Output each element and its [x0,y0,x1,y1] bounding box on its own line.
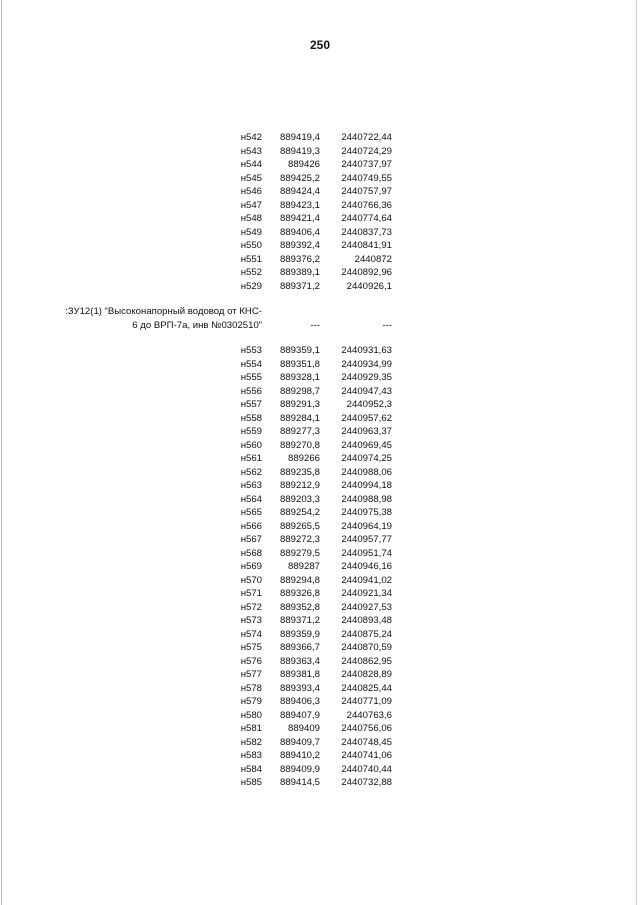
table-row [0,212,640,226]
x-coordinate: 889298,7 [279,385,320,397]
y-coordinate: 2440757,97 [341,186,392,197]
y-coordinate: 2440963,37 [341,426,392,437]
point-id: н574 [240,628,262,640]
y-coordinate: 2440994,18 [341,480,392,491]
x-coordinate: 889351,8 [279,358,320,370]
x-coordinate: 889419,3 [279,145,320,157]
x-coordinate: 889277,3 [279,426,320,437]
x-coordinate: 889203,3 [279,493,320,505]
table-row [0,547,640,561]
section-y-placeholder: --- [382,319,392,331]
table-row [0,506,640,520]
table-row [0,682,640,696]
point-id: н565 [240,507,262,518]
y-coordinate: 2440946,16 [341,561,392,572]
y-coordinate: 2440756,06 [341,723,392,734]
table-row [0,628,640,642]
x-coordinate: 889392,4 [279,240,320,251]
y-coordinate: 2440875,24 [341,628,392,640]
y-coordinate: 2440749,55 [341,172,392,184]
table-row [0,280,640,294]
table-row [0,226,640,240]
y-coordinate: 2440892,96 [341,267,392,278]
x-coordinate: 889366,7 [279,642,320,653]
x-coordinate: 889235,8 [279,466,320,478]
x-coordinate: 889406,3 [279,696,320,707]
point-id: н585 [240,777,262,788]
x-coordinate: 889424,4 [279,186,320,197]
y-coordinate: 2440957,62 [341,412,392,424]
table-row [0,253,640,267]
x-coordinate: 889426 [287,159,320,170]
table-row [0,185,640,199]
x-coordinate: 889414,5 [279,777,320,788]
y-coordinate: 2440929,35 [341,372,392,383]
x-coordinate: 889419,4 [279,132,320,143]
point-id: н545 [240,172,262,184]
x-coordinate: 889270,8 [279,439,320,451]
y-coordinate: 2440934,99 [341,358,392,370]
y-coordinate: 2440771,09 [341,696,392,707]
y-coordinate: 2440741,06 [341,750,392,761]
point-id: н553 [240,345,262,356]
point-id: н549 [240,226,262,238]
y-coordinate: 2440837,73 [341,226,392,238]
x-coordinate: 889326,8 [279,588,320,599]
point-id: н578 [240,682,262,694]
table-row [0,158,640,172]
y-coordinate: 2440957,77 [341,534,392,545]
table-row [0,439,640,453]
x-coordinate: 889359,1 [279,345,320,356]
x-coordinate: 889359,9 [279,628,320,640]
x-coordinate: 889381,8 [279,669,320,680]
table-row [0,560,640,574]
point-id: н579 [240,696,262,707]
point-id: н557 [240,399,262,410]
x-coordinate: 889409 [287,723,320,734]
point-id: н548 [240,213,262,224]
table-row [0,479,640,493]
y-coordinate: 2440737,97 [341,159,392,170]
point-id: н559 [240,426,262,437]
y-coordinate: 2440763,6 [346,709,392,721]
y-coordinate: 2440969,45 [341,439,392,451]
point-id: н554 [240,358,262,370]
x-coordinate: 889376,2 [279,253,320,265]
x-coordinate: 889294,8 [279,574,320,586]
x-coordinate: 889409,7 [279,736,320,748]
y-coordinate: 2440724,29 [341,145,392,157]
point-id: н542 [240,132,262,143]
table-row [0,239,640,253]
point-id: н555 [240,372,262,383]
table-row [0,587,640,601]
point-id: н584 [240,763,262,775]
x-coordinate: 889284,1 [279,412,320,424]
table-row [0,131,640,145]
y-coordinate: 2440870,59 [341,642,392,653]
y-coordinate: 2440951,74 [341,547,392,559]
table-row [0,709,640,723]
y-coordinate: 2440974,25 [341,453,392,464]
table-row [0,493,640,507]
table-row [0,722,640,736]
point-id: н558 [240,412,262,424]
y-coordinate: 2440774,64 [341,213,392,224]
y-coordinate: 2440988,06 [341,466,392,478]
point-id: н580 [240,709,262,721]
point-id: н582 [240,736,262,748]
x-coordinate: 889265,5 [279,520,320,532]
point-id: н551 [240,253,262,265]
point-id: н563 [240,480,262,491]
table-row [0,695,640,709]
x-coordinate: 889363,4 [279,655,320,667]
y-coordinate: 2440927,53 [341,601,392,613]
x-coordinate: 889407,9 [279,709,320,721]
y-coordinate: 2440921,34 [341,588,392,599]
table-row [0,145,640,159]
x-coordinate: 889393,4 [279,682,320,694]
x-coordinate: 889279,5 [279,547,320,559]
x-coordinate: 889352,8 [279,601,320,613]
point-id: н571 [240,588,262,599]
x-coordinate: 889254,2 [279,507,320,518]
x-coordinate: 889212,9 [279,480,320,491]
point-id: н544 [240,159,262,170]
y-coordinate: 2440841,91 [341,240,392,251]
y-coordinate: 2440947,43 [341,385,392,397]
table-row [0,199,640,213]
table-row [0,749,640,763]
table-row [0,668,640,682]
table-row [0,601,640,615]
point-id: н581 [240,723,262,734]
point-id: н564 [240,493,262,505]
table-row [0,452,640,466]
y-coordinate: 2440722,44 [341,132,392,143]
point-id: н562 [240,466,262,478]
point-id: н569 [240,561,262,572]
point-id: н576 [240,655,262,667]
point-id: н550 [240,240,262,251]
x-coordinate: 889409,9 [279,763,320,775]
table-row [0,736,640,750]
point-id: н568 [240,547,262,559]
table-row [0,172,640,186]
point-id: н546 [240,186,262,197]
table-row [0,358,640,372]
y-coordinate: 2440872 [354,253,392,265]
y-coordinate: 2440931,63 [341,345,392,356]
point-id: н561 [240,453,262,464]
table-row [0,763,640,777]
y-coordinate: 2440825,44 [341,682,392,694]
x-coordinate: 889371,2 [279,280,320,292]
point-id: н573 [240,615,262,626]
y-coordinate: 2440941,02 [341,574,392,586]
point-id: н577 [240,669,262,680]
y-coordinate: 2440964,19 [341,520,392,532]
table-row [0,371,640,385]
section-x-placeholder: --- [310,319,320,331]
y-coordinate: 2440828,89 [341,669,392,680]
table-row [0,412,640,426]
point-id: н567 [240,534,262,545]
point-id: н547 [240,199,262,211]
point-id: н575 [240,642,262,653]
y-coordinate: 2440732,88 [341,777,392,788]
y-coordinate: 2440766,36 [341,199,392,211]
x-coordinate: 889272,3 [279,534,320,545]
y-coordinate: 2440926,1 [346,280,392,292]
x-coordinate: 889389,1 [279,267,320,278]
page-number: 250 [309,38,331,52]
y-coordinate: 2440740,44 [341,763,392,775]
point-id: н566 [240,520,262,532]
x-coordinate: 889425,2 [279,172,320,184]
y-coordinate: 2440893,48 [341,615,392,626]
y-coordinate: 2440862,95 [341,655,392,667]
table-row [0,425,640,439]
y-coordinate: 2440975,38 [341,507,392,518]
point-id: н570 [240,574,262,586]
x-coordinate: 889406,4 [279,226,320,238]
table-row [0,266,640,280]
x-coordinate: 889266 [287,453,320,464]
section-title-line-1: :ЗУ12(1) “Высоконапорный водовод от КНС- [65,306,262,317]
point-id: н560 [240,439,262,451]
table-row [0,466,640,480]
x-coordinate: 889410,2 [279,750,320,761]
table-row [0,776,640,790]
table-row [0,398,640,412]
x-coordinate: 889371,2 [279,615,320,626]
point-id: н529 [240,280,262,292]
x-coordinate: 889421,4 [279,213,320,224]
table-row [0,533,640,547]
point-id: н552 [240,267,262,278]
x-coordinate: 889291,3 [279,399,320,410]
point-id: н543 [240,145,262,157]
x-coordinate: 889287 [287,561,320,572]
table-row [0,520,640,534]
point-id: н572 [240,601,262,613]
table-row [0,344,640,358]
table-row [0,614,640,628]
y-coordinate: 2440748,45 [341,736,392,748]
table-row [0,641,640,655]
point-id: н556 [240,385,262,397]
y-coordinate: 2440988,98 [341,493,392,505]
section-title-line-2: 6 до ВРП-7а, инв №0302510” [132,319,262,331]
x-coordinate: 889423,1 [279,199,320,211]
y-coordinate: 2440952,3 [346,399,392,410]
x-coordinate: 889328,1 [279,372,320,383]
point-id: н583 [240,750,262,761]
table-row [0,655,640,669]
table-row [0,574,640,588]
table-row [0,385,640,399]
